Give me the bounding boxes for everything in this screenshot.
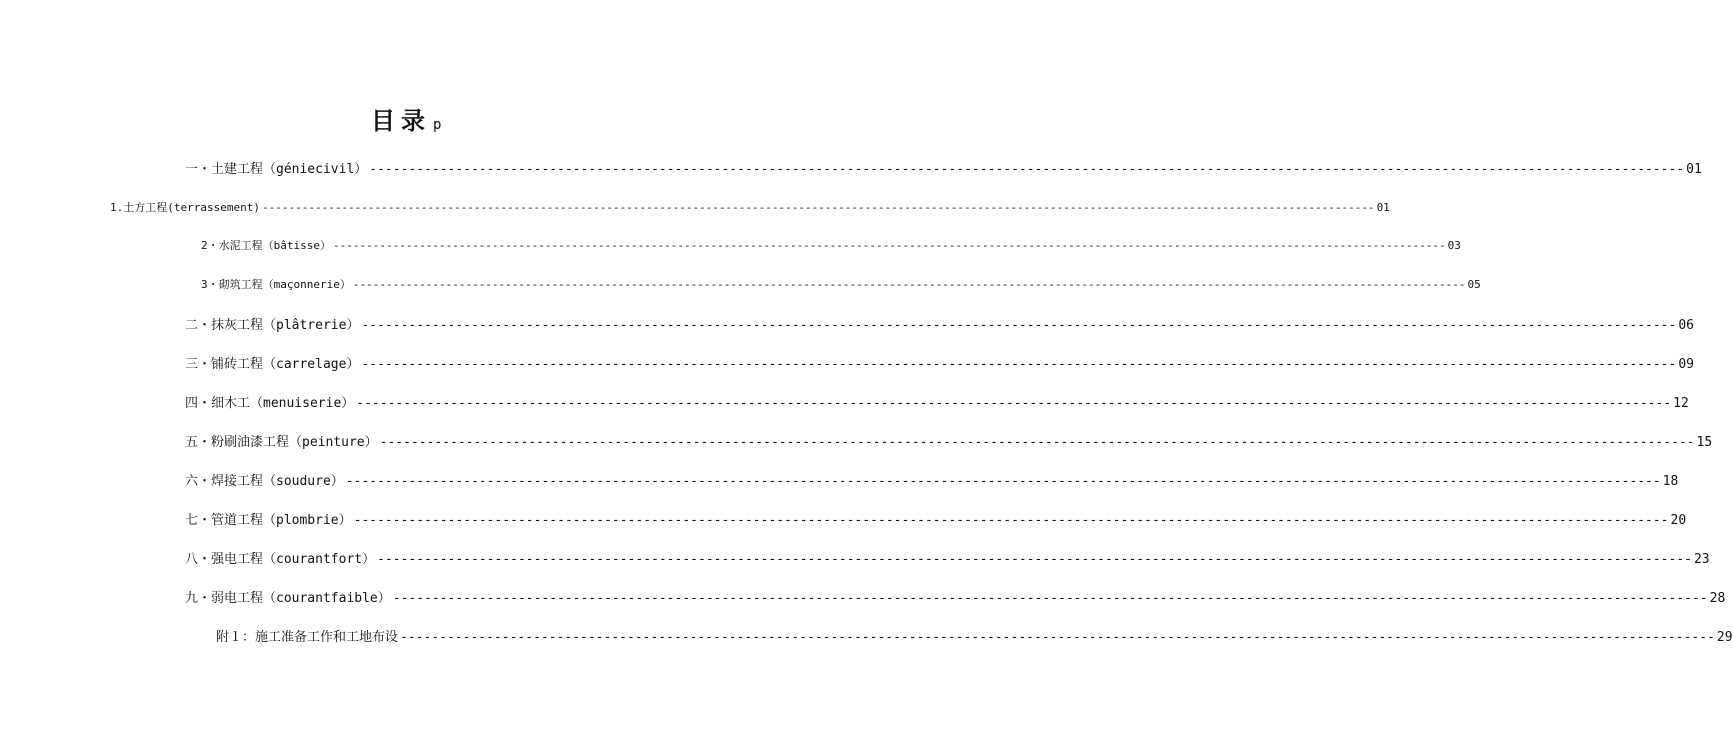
toc-entry-label: 1.土方工程(terrassement) (110, 201, 260, 214)
toc-entry-painting (185, 431, 1713, 450)
toc-dot-leader: ------------------------------------------------------------------------------------------------------------------------------------------------------------------------ (352, 278, 1466, 291)
toc-entry-label: 二・抹灰工程（plâtrerie） (185, 318, 360, 333)
toc-entry-masonry (201, 276, 1481, 292)
toc-page-number: 01 (1376, 201, 1390, 214)
toc-page-number: 01 (1686, 162, 1702, 177)
toc-dot-leader: ------------------------------------------------------------------------------------------------------------------------------------------------------------------------ (392, 591, 1708, 606)
toc-page-number: 12 (1673, 396, 1689, 411)
toc-entry-plumbing (185, 509, 1687, 528)
toc-entry-welding (185, 470, 1679, 489)
toc-dot-leader: ------------------------------------------------------------------------------------------------------------------------------------------------------------------------ (356, 396, 1672, 411)
toc-entry-label: 七・管道工程（plombrie） (185, 513, 352, 528)
toc-title-suffix: p (433, 117, 442, 133)
toc-entry-label: 六・焊接工程（soudure） (185, 474, 344, 489)
toc-dot-leader: ------------------------------------------------------------------------------------------------------------------------------------------------------------------------ (361, 318, 1677, 333)
toc-entry-joinery (185, 392, 1689, 411)
toc-page-number: 23 (1693, 552, 1710, 567)
toc-page-number: 06 (1678, 318, 1694, 333)
toc-page-number: 05 (1467, 278, 1481, 291)
toc-dot-leader: ------------------------------------------------------------------------------------------------------------------------------------------------------------------------ (369, 162, 1685, 177)
toc-entry-plastering (185, 314, 1694, 333)
toc-page-number: 29 (1716, 630, 1733, 645)
toc-title (371, 101, 441, 136)
toc-dot-leader: ------------------------------------------------------------------------------------------------------------------------------------------------------------------------ (261, 201, 1375, 214)
toc-page-number: 15 (1696, 435, 1713, 450)
toc-dot-leader: ------------------------------------------------------------------------------------------------------------------------------------------------------------------------ (353, 513, 1669, 528)
toc-page-number: 18 (1662, 474, 1679, 489)
toc-page-number: 09 (1678, 357, 1694, 372)
toc-entry-earthwork (110, 199, 1390, 215)
toc-entry-label: 2・水泥工程（bâtisse） (201, 239, 331, 252)
toc-dot-leader: ------------------------------------------------------------------------------------------------------------------------------------------------------------------------ (345, 474, 1661, 489)
toc-entry-label: 三・铺砖工程（carrelage） (185, 357, 360, 372)
toc-entry-label: 八・强电工程（courantfort） (185, 552, 376, 567)
toc-entry-label: 附１：施工准备工作和工地布设 (216, 630, 399, 645)
toc-page-number: 28 (1709, 591, 1726, 606)
toc-entry-label: 四・细木工（menuiserie） (185, 396, 355, 411)
toc-title-text: 目录 (371, 107, 431, 135)
toc-entry-civil-engineering (185, 158, 1702, 177)
toc-page-number: 03 (1447, 239, 1461, 252)
toc-entry-low-voltage (185, 587, 1726, 606)
toc-entry-label: 一・土建工程（géniecivil） (185, 162, 368, 177)
toc-entry-tiling (185, 353, 1694, 372)
toc-entry-appendix-1 (216, 626, 1733, 645)
toc-page-number: 20 (1670, 513, 1687, 528)
toc-dot-leader: ------------------------------------------------------------------------------------------------------------------------------------------------------------------------ (332, 239, 1446, 252)
toc-entry-high-voltage (185, 548, 1710, 567)
toc-entry-cement (201, 237, 1461, 253)
toc-dot-leader: ------------------------------------------------------------------------------------------------------------------------------------------------------------------------ (379, 435, 1695, 450)
toc-entry-label: 九・弱电工程（courantfaible） (185, 591, 391, 606)
toc-entry-label: 五・粉刷油漆工程（peinture） (185, 435, 378, 450)
toc-dot-leader: ------------------------------------------------------------------------------------------------------------------------------------------------------------------------ (361, 357, 1677, 372)
toc-dot-leader: ------------------------------------------------------------------------------------------------------------------------------------------------------------------------ (400, 630, 1715, 645)
toc-dot-leader: ------------------------------------------------------------------------------------------------------------------------------------------------------------------------ (377, 552, 1692, 567)
toc-entry-label: 3・砌筑工程（maçonnerie） (201, 278, 351, 291)
